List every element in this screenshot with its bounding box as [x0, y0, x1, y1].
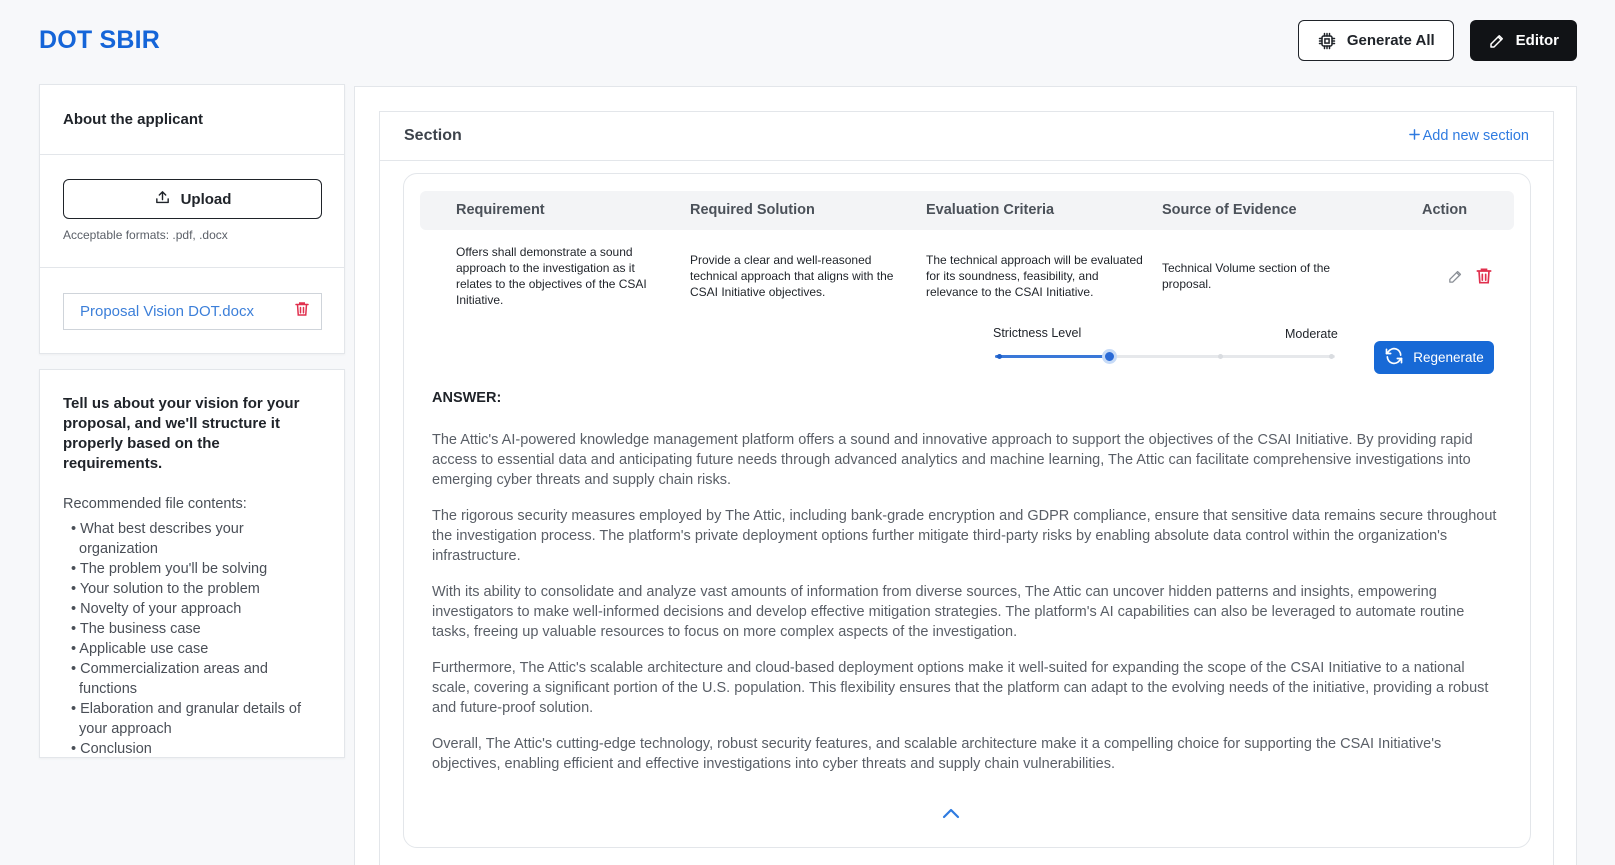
upload-icon [154, 189, 171, 210]
add-section-label: Add new section [1422, 128, 1529, 144]
editor-button[interactable] [1470, 20, 1577, 61]
vision-card [39, 369, 345, 758]
slider-thumb[interactable] [1102, 349, 1117, 364]
slider-fill [995, 355, 1110, 358]
answer-paragraph: Furthermore, The Attic's scalable architecture and cloud-based deployment options make it well-suited for expanding the scope of the CSAI Initiative to a national scale, covering a significant portion of the U.S. population. This flexibility ensures that the platform can adapt to the evolving needs of the initiative, providing a robust and future-proof solution. [432, 660, 1489, 716]
answer-paragraph: The Attic's AI-powered knowledge management platform offers a sound and innovative approach to support the objectives of the CSAI Initiative. By providing rapid access to essential data and anticipating future needs through advanced analytics and machine learning, The Attic can facilitate comprehensive investigations into emerging cyber threats and supply chain risks. [432, 432, 1473, 488]
answer-paragraph: The rigorous security measures employed by The Attic, including bank-grade encryption and GDPR compliance, ensure that sensitive data remains secure throughout the investigation process. The platform's private deployment options further mitigate third-party risks by enabling absolute data control within the organization's infrastructure. [432, 508, 1497, 564]
answer-paragraph: With its ability to consolidate and analyze vast amounts of information from diverse sources, The Attic can uncover hidden patterns and insights, empowering investigators to make well-informed decisions and develop effective mitigation strategies. The platform's AI capabilities can also be leveraged to automate routine tasks, freeing up valuable resources to focus on more complex aspects of the investigation. [432, 584, 1465, 640]
list-item: • Novelty of your approach [71, 601, 242, 617]
list-item: • Applicable use case [71, 641, 209, 657]
header-required-solution: Required Solution [690, 202, 815, 218]
header-action: Action [1422, 202, 1468, 218]
table-header [420, 191, 1514, 230]
strictness-label: Strictness Level [993, 326, 1082, 340]
strictness-slider[interactable] [995, 351, 1335, 361]
list-item: • Commercialization areas and functions [71, 661, 268, 697]
top-actions [1298, 20, 1577, 61]
list-item: • Conclusion [71, 741, 152, 757]
pencil-icon [1488, 32, 1506, 50]
section-title: Section [404, 127, 462, 144]
vision-title: Tell us about your vision for your proposal, and we'll structure it properly based on the requirements. [63, 395, 300, 472]
requirement-card [403, 173, 1531, 848]
delete-trash-icon[interactable] [1474, 266, 1494, 291]
cell-requirement: Offers shall demonstrate a sound approach to the investigation as it relates to the objectives of the CSAI Initiative. [456, 245, 647, 307]
answer-paragraph: Overall, The Attic's cutting-edge technology, robust security features, and scalable architecture make it a compelling choice for supporting the CSAI Initiative's objectives, enabling efficient and effective investigations into cyber threats and supply chain vulnerabilities. [432, 736, 1442, 772]
generate-all-button[interactable] [1298, 20, 1454, 61]
applicant-heading: About the applicant [40, 85, 344, 155]
file-name-link[interactable]: Proposal Vision DOT.docx [80, 303, 254, 320]
answer-body [432, 430, 1502, 790]
strictness-value: Moderate [1285, 327, 1338, 341]
answer-label: ANSWER: [432, 390, 502, 406]
uploaded-file [63, 293, 322, 330]
list-item: • The problem you'll be solving [71, 561, 268, 577]
recommended-list [63, 519, 321, 759]
header-evaluation-criteria: Evaluation Criteria [926, 202, 1055, 218]
list-item: • Elaboration and granular details of your approach [71, 701, 301, 737]
upload-label: Upload [180, 190, 232, 208]
cpu-chip-icon [1317, 31, 1337, 51]
add-section-button[interactable] [1409, 128, 1529, 144]
slider-step-dot[interactable] [997, 354, 1002, 359]
slider-step-dot[interactable] [1329, 354, 1334, 359]
section-header [380, 112, 1553, 161]
plus-icon [1409, 128, 1420, 144]
regenerate-label: Regenerate [1413, 350, 1484, 365]
list-item: • The business case [71, 621, 201, 637]
header-requirement: Requirement [456, 202, 545, 218]
header-source-of-evidence: Source of Evidence [1162, 202, 1297, 218]
upload-area [40, 155, 344, 268]
section-box [379, 111, 1554, 865]
row-actions [1447, 266, 1494, 291]
cell-source-of-evidence: Technical Volume section of the proposal. [1162, 261, 1331, 291]
slider-step-dot[interactable] [1218, 354, 1223, 359]
list-item: • Your solution to the problem [71, 581, 260, 597]
recommended-label: Recommended file contents: [63, 496, 247, 512]
regenerate-button[interactable] [1374, 341, 1494, 374]
refresh-icon [1384, 346, 1404, 369]
list-item: • What best describes your organization [71, 521, 244, 557]
accepted-formats: Acceptable formats: .pdf, .docx [63, 228, 228, 242]
main-panel [354, 86, 1577, 865]
applicant-card [39, 84, 345, 354]
cell-evaluation-criteria: The technical approach will be evaluated for its soundness, feasibility, and relevance to the CSAI Initiative. [926, 253, 1143, 299]
chevron-up-icon[interactable] [941, 806, 961, 825]
trash-icon[interactable] [293, 300, 311, 323]
file-area [40, 268, 344, 330]
cell-required-solution: Provide a clear and well-reasoned technical approach that aligns with the CSAI Initiative objectives. [690, 253, 894, 299]
app-title: DOT SBIR [39, 26, 161, 54]
editor-label: Editor [1515, 32, 1559, 49]
upload-button[interactable] [63, 179, 322, 219]
generate-all-label: Generate All [1346, 32, 1435, 49]
edit-pencil-icon[interactable] [1447, 268, 1464, 290]
